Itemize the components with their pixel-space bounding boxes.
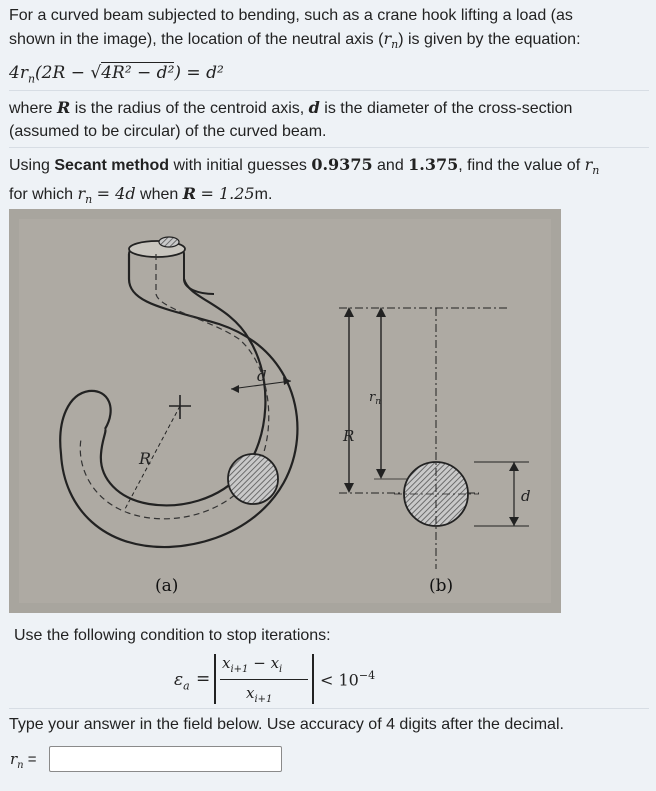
- rn-answer-input[interactable]: [49, 746, 282, 772]
- fraction-denominator: $x_{i+1}$: [246, 684, 273, 705]
- crane-hook-figure: [9, 209, 561, 613]
- intro-paragraph: [9, 4, 649, 56]
- radius-label: R: [139, 449, 152, 468]
- fraction-numerator: $x_{i+1} - x_i$: [222, 654, 283, 675]
- figure-label-b: (b): [429, 576, 454, 596]
- figure-label-a: (a): [155, 576, 179, 596]
- answer-instruction: Type your answer in the field below. Use accuracy of 4 digits after the decimal.: [9, 716, 564, 733]
- where-paragraph: [9, 96, 649, 143]
- answer-label: $r_n$ =: [10, 750, 37, 771]
- dimension-R-label: R: [343, 427, 355, 445]
- separator: [9, 147, 649, 148]
- intro-line-1: For a curved beam subjected to bending, such as a crane hook lifting a load (as: [9, 7, 573, 24]
- stop-condition-text: Use the following condition to stop iterations:: [14, 627, 331, 644]
- task-line-1: Using Secant method with initial guesses 0.9375 and 1.375, find the value of $r_n$: [9, 155, 600, 178]
- task-line-2: for which $r_n = 4d$ when R = 1.25m.: [9, 184, 273, 207]
- stop-condition-formula: $\varepsilon_a$ = $x_{i+1} - x_i$ $x_{i+1}$ < $10^{-4}$: [174, 654, 376, 705]
- top-section-icon: [159, 237, 179, 247]
- separator: [9, 708, 649, 709]
- where-line-2: (assumed to be circular) of the curved beam.: [9, 123, 327, 140]
- hook-diameter-label: d: [257, 367, 267, 385]
- task-paragraph: [9, 153, 649, 211]
- separator: [9, 90, 649, 91]
- neutral-axis-equation: $4r_n(2R - √4R^2 - d^2) = d^2$: [9, 63, 224, 86]
- where-line-1: where R is the radius of the centroid axis, d is the diameter of the cross-section: [9, 98, 573, 117]
- intro-line-2: shown in the image), the location of the neutral axis $(r_n)$ is given by the equation:: [9, 29, 581, 52]
- section-diameter-label: d: [521, 487, 531, 505]
- dimension-rn-label: $r_n$: [369, 390, 382, 407]
- hook-section-icon: [228, 454, 278, 504]
